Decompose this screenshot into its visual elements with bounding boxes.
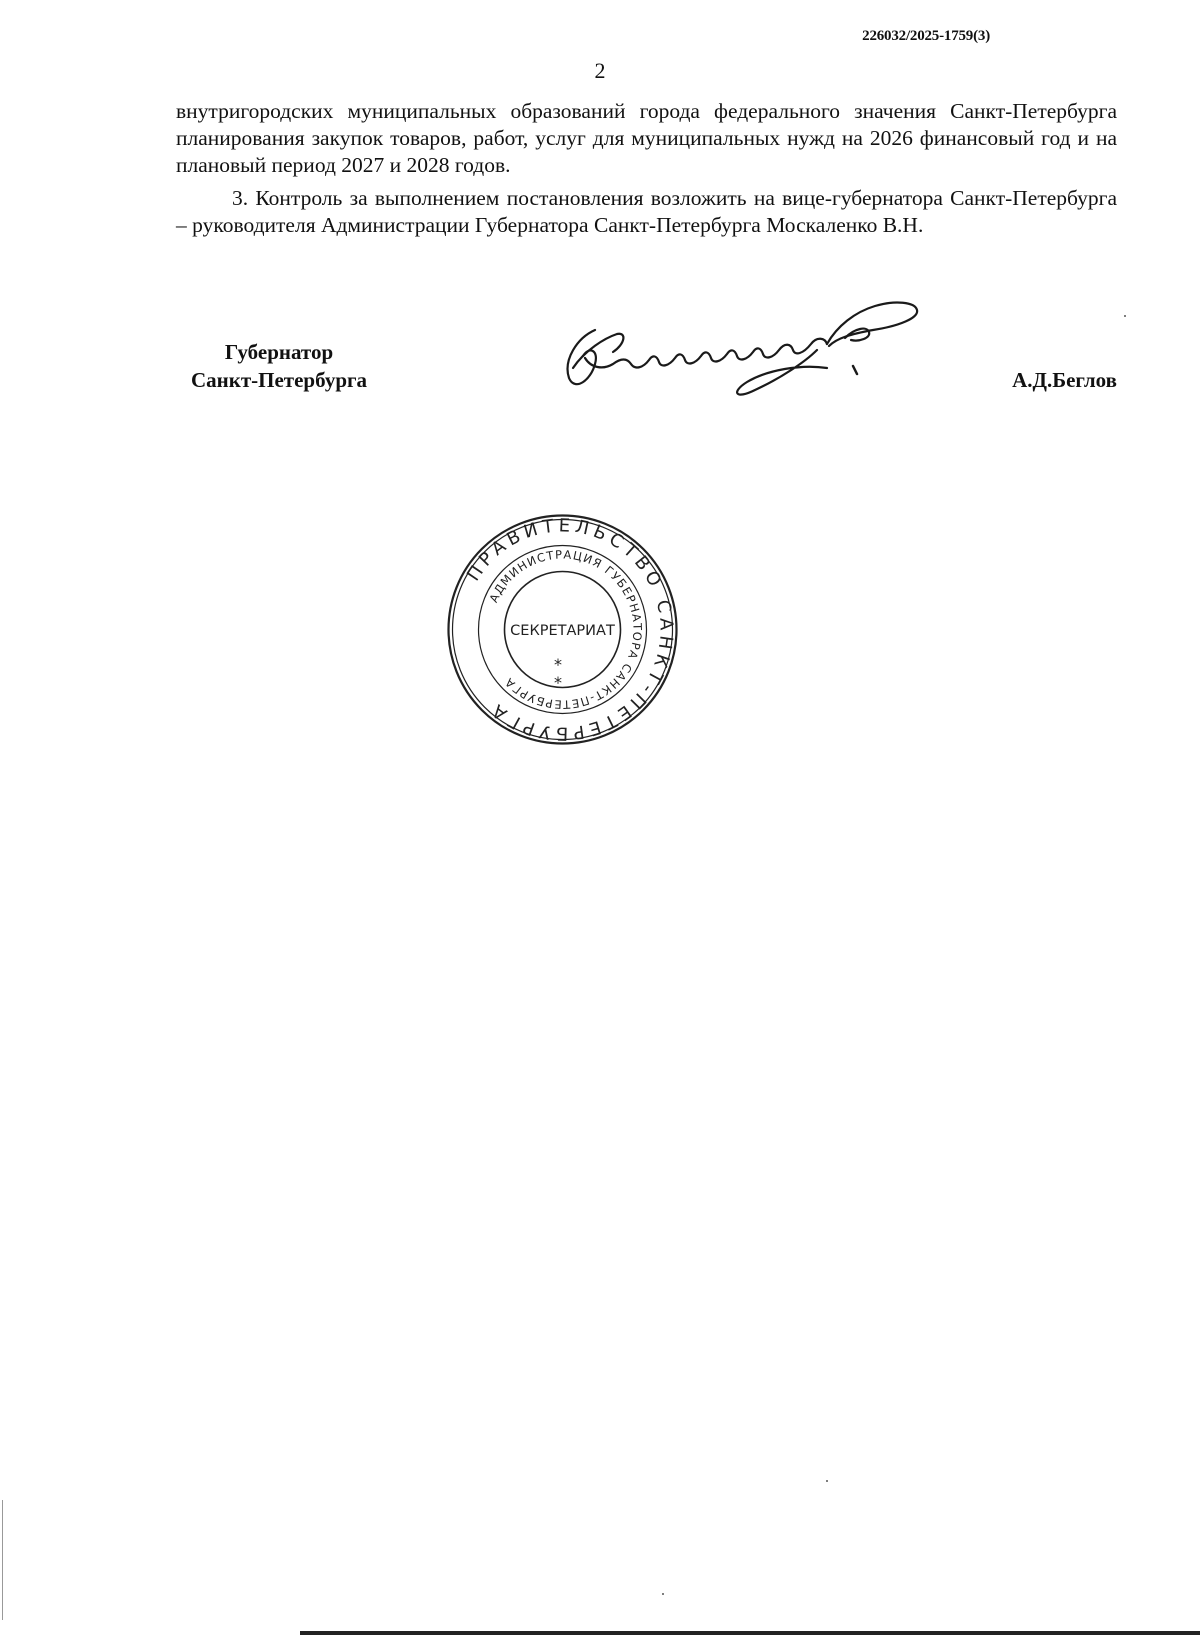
scan-speck xyxy=(826,1480,828,1482)
signatory-title-line1: Губернатор xyxy=(224,340,334,364)
scan-speck xyxy=(1124,315,1126,317)
seal-inner-text: АДМИНИСТРАЦИЯ ГУБЕРНАТОРА САНКТ-ПЕТЕРБУРГА xyxy=(486,547,645,712)
scan-speck xyxy=(662,1593,664,1595)
scan-bottom-border xyxy=(300,1631,1200,1635)
page-number: 2 xyxy=(594,58,606,83)
signatory-title xyxy=(174,338,384,394)
signatory-name: А.Д.Беглов xyxy=(1012,368,1117,392)
official-seal-icon xyxy=(445,512,680,747)
seal-star-icon: * xyxy=(554,673,562,692)
handwritten-signature-icon xyxy=(555,298,965,418)
seal-star-icon: * xyxy=(554,655,562,674)
scan-edge-mark xyxy=(2,1500,3,1620)
document-registration-number: 226032/2025-1759(3) xyxy=(862,28,990,44)
document-body xyxy=(176,98,1117,239)
paragraph-item-3: 3. Контроль за выполнением постановления возложить на вице-губернатора Санкт-Петербурга – руководителя Администрации Губернатора Санкт-Петербурга Москаленко В.Н. xyxy=(176,186,1117,237)
signatory-title-line2: Санкт-Петербурга xyxy=(190,368,368,392)
paragraph-continuation: внутригородских муниципальных образований города федерального значения Санкт-Петербурга планирования закупок товаров, работ, услуг для муниципальных нужд на 2026 финансовый год и на плановый период 2027 и 2028 годов. xyxy=(176,99,1117,177)
seal-outer-text: ПРАВИТЕЛЬСТВО САНКТ-ПЕТЕРБУРГА xyxy=(463,515,677,744)
seal-center-text: СЕКРЕТАРИАТ xyxy=(510,623,615,639)
